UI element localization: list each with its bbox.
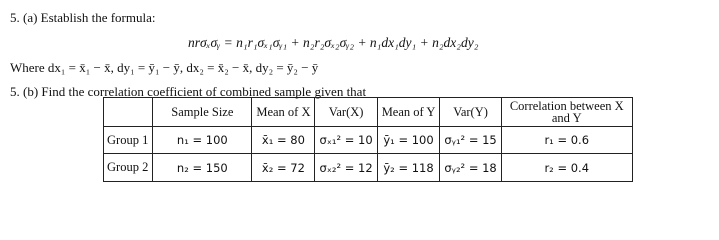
where-definitions: Where dx₁ = x̄₁ − x̄, dy₁ = ȳ₁ − ȳ, dx₂ = x̄₂ − x̄, dy₂ = ȳ₂ − ȳ xyxy=(10,60,319,75)
header-var-x: Var(X) xyxy=(315,98,377,127)
mean-y-cell: ȳ₂ = 118 xyxy=(377,154,440,182)
header-sample-size: Sample Size xyxy=(153,98,252,127)
part-a-heading: 5. (a) Establish the formula: xyxy=(10,10,156,25)
header-mean-y: Mean of Y xyxy=(377,98,440,127)
var-x-cell: σₓ₁² = 10 xyxy=(315,127,377,154)
correlation-cell: r₂ = 0.4 xyxy=(501,154,632,182)
table-row xyxy=(104,127,633,154)
header-correlation: Correlation between X and Y xyxy=(501,98,632,127)
header-mean-x: Mean of X xyxy=(252,98,315,127)
header-cell xyxy=(104,98,153,127)
sample-size-cell: n₁ = 100 xyxy=(153,127,252,154)
header-var-y: Var(Y) xyxy=(440,98,501,127)
row-label: Group 1 xyxy=(104,127,153,154)
part-b-heading: 5. (b) Find the correlation coefficient of combined sample given that xyxy=(10,84,367,99)
table-header-row xyxy=(104,98,633,127)
formula: nrσₓσᵧ = n₁r₁σₓ₁σᵧ₁ + n₂r₂σₓ₂σᵧ₂ + n₁dx₁dy₁ + n₂dx₂dy₂ xyxy=(188,35,479,50)
mean-x-cell: x̄₁ = 80 xyxy=(252,127,315,154)
data-table xyxy=(103,97,633,182)
sample-size-cell: n₂ = 150 xyxy=(153,154,252,182)
correlation-cell: r₁ = 0.6 xyxy=(501,127,632,154)
var-x-cell: σₓ₂² = 12 xyxy=(315,154,377,182)
mean-y-cell: ȳ₁ = 100 xyxy=(377,127,440,154)
var-y-cell: σᵧ₂² = 18 xyxy=(440,154,501,182)
row-label: Group 2 xyxy=(104,154,153,182)
table-row xyxy=(104,154,633,182)
mean-x-cell: x̄₂ = 72 xyxy=(252,154,315,182)
var-y-cell: σᵧ₁² = 15 xyxy=(440,127,501,154)
